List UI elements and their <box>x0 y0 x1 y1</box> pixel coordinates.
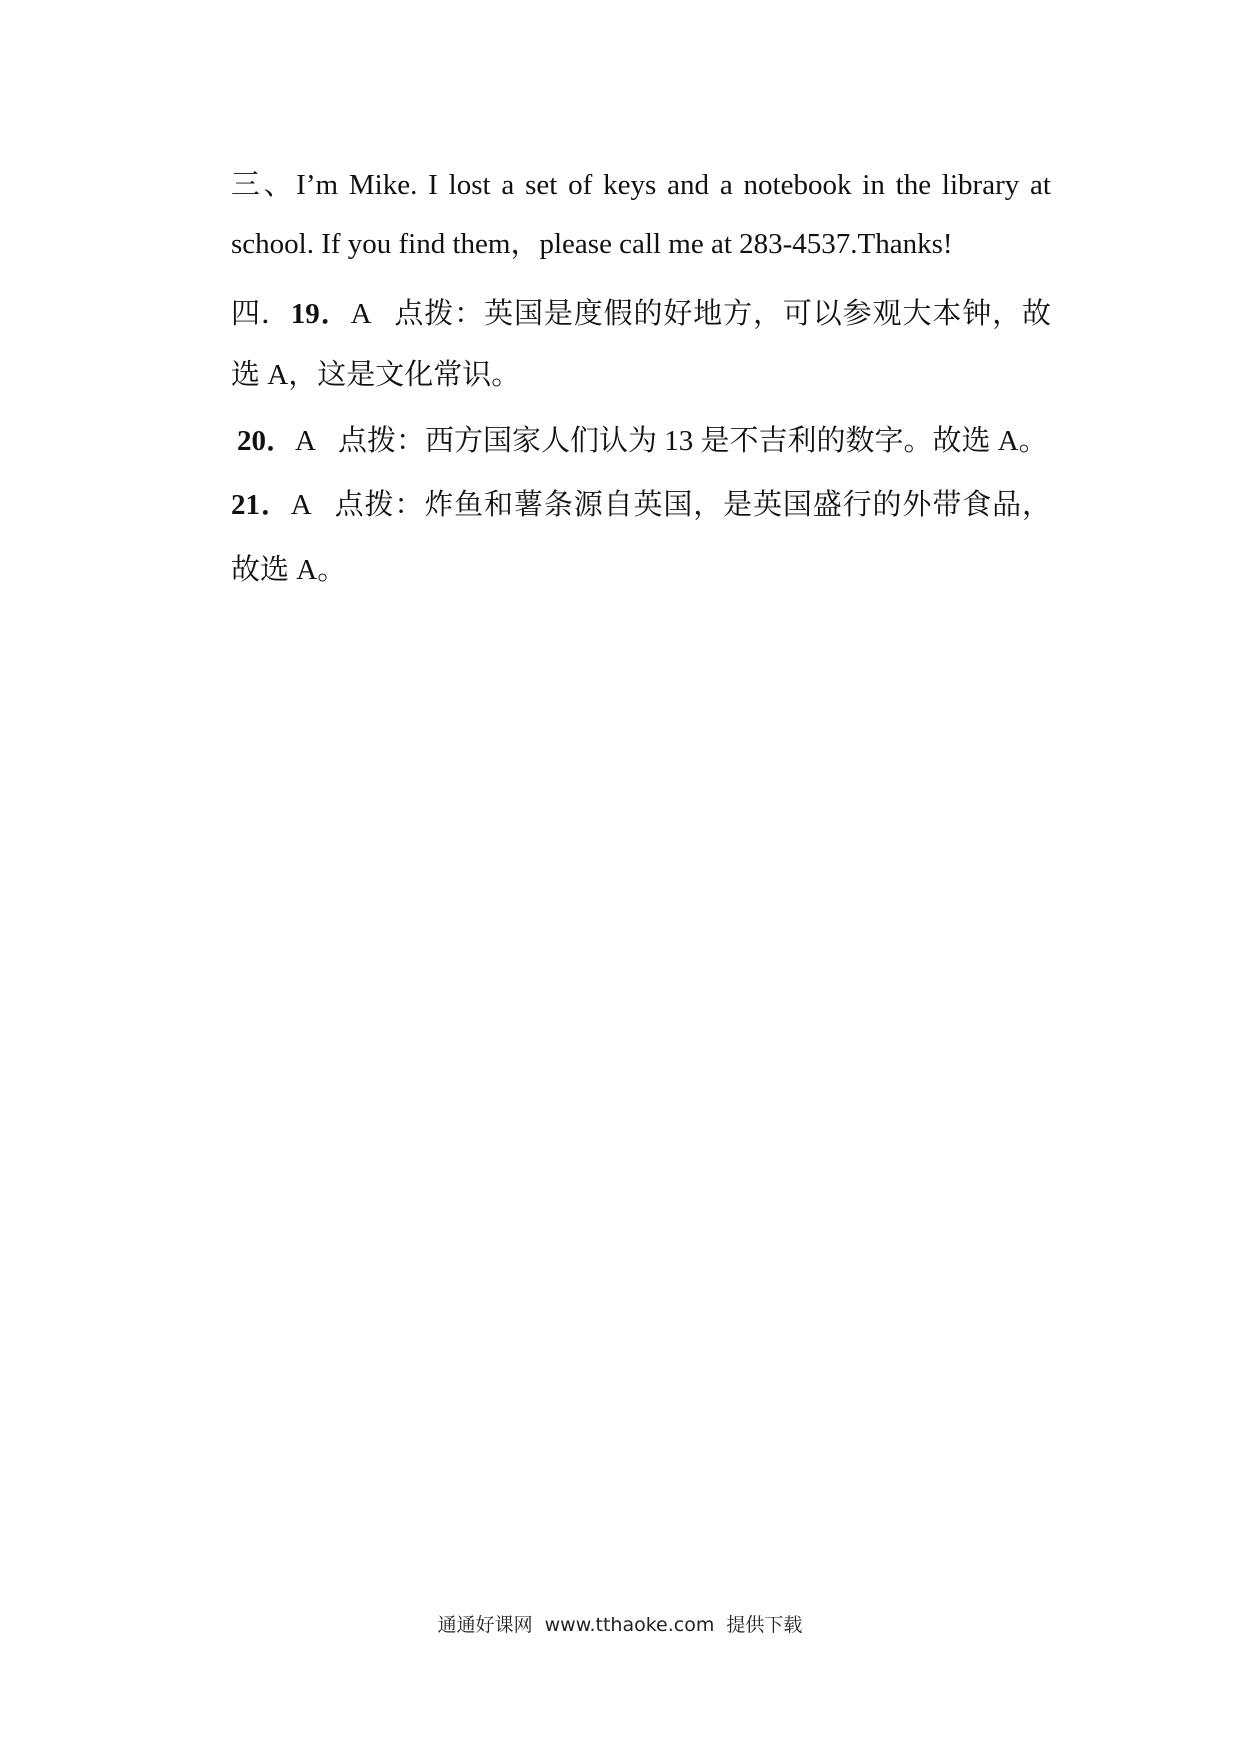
answer-19-choice: A <box>350 298 372 330</box>
answer-21-line-2 <box>231 550 1051 590</box>
answer-20-choice: A <box>295 425 316 457</box>
section-3-marker: 三、 <box>231 169 297 201</box>
page-footer <box>0 1612 1240 1638</box>
answer-20-number: 20 <box>237 425 266 457</box>
answer-19-explanation-1: 英国是度假的好地方，可以参观大本钟，故 <box>484 298 1051 330</box>
answer-21-number: 21 <box>231 489 260 521</box>
answer-21-dot: ． <box>260 489 291 521</box>
answer-19-line-1 <box>231 294 1051 334</box>
footer-url: www.tthaoke.com <box>544 1614 715 1636</box>
section-3-line-2 <box>231 224 1051 264</box>
footer-site-name: 通通好课网 <box>437 1614 533 1636</box>
answer-21-label: 点拨： <box>333 489 425 521</box>
answer-19-label: 点拨： <box>393 298 485 330</box>
answer-19-line-2 <box>231 355 1051 395</box>
answer-21-explanation-1: 炸鱼和薯条源自英国，是英国盛行的外带食品， <box>424 489 1051 521</box>
section-3-line-1 <box>231 165 1051 205</box>
answer-20-label: 点拨： <box>337 425 425 457</box>
answer-20-dot: ． <box>266 425 296 457</box>
answer-21-line-1 <box>231 485 1051 525</box>
answer-21-choice: A <box>290 489 312 521</box>
answer-19-explanation-2: 选 A，这是文化常识。 <box>231 359 521 391</box>
answer-21-explanation-2: 故选 A。 <box>231 554 347 586</box>
answer-20-line <box>237 421 1057 461</box>
section-3-text-2: school. If you find them，please call me at 283-4537.Thanks! <box>231 228 953 260</box>
section-4-marker: 四． <box>231 298 291 330</box>
section-3-text-1: I’m Mike. I lost a set of keys and a notebook in the library at <box>296 169 1051 201</box>
answer-19-dot: ． <box>319 298 351 330</box>
answer-20-explanation: 西方国家人们认为 13 是不吉利的数字。故选 A。 <box>424 425 1048 457</box>
footer-suffix: 提供下载 <box>726 1614 803 1636</box>
answer-19-number: 19 <box>290 298 320 330</box>
